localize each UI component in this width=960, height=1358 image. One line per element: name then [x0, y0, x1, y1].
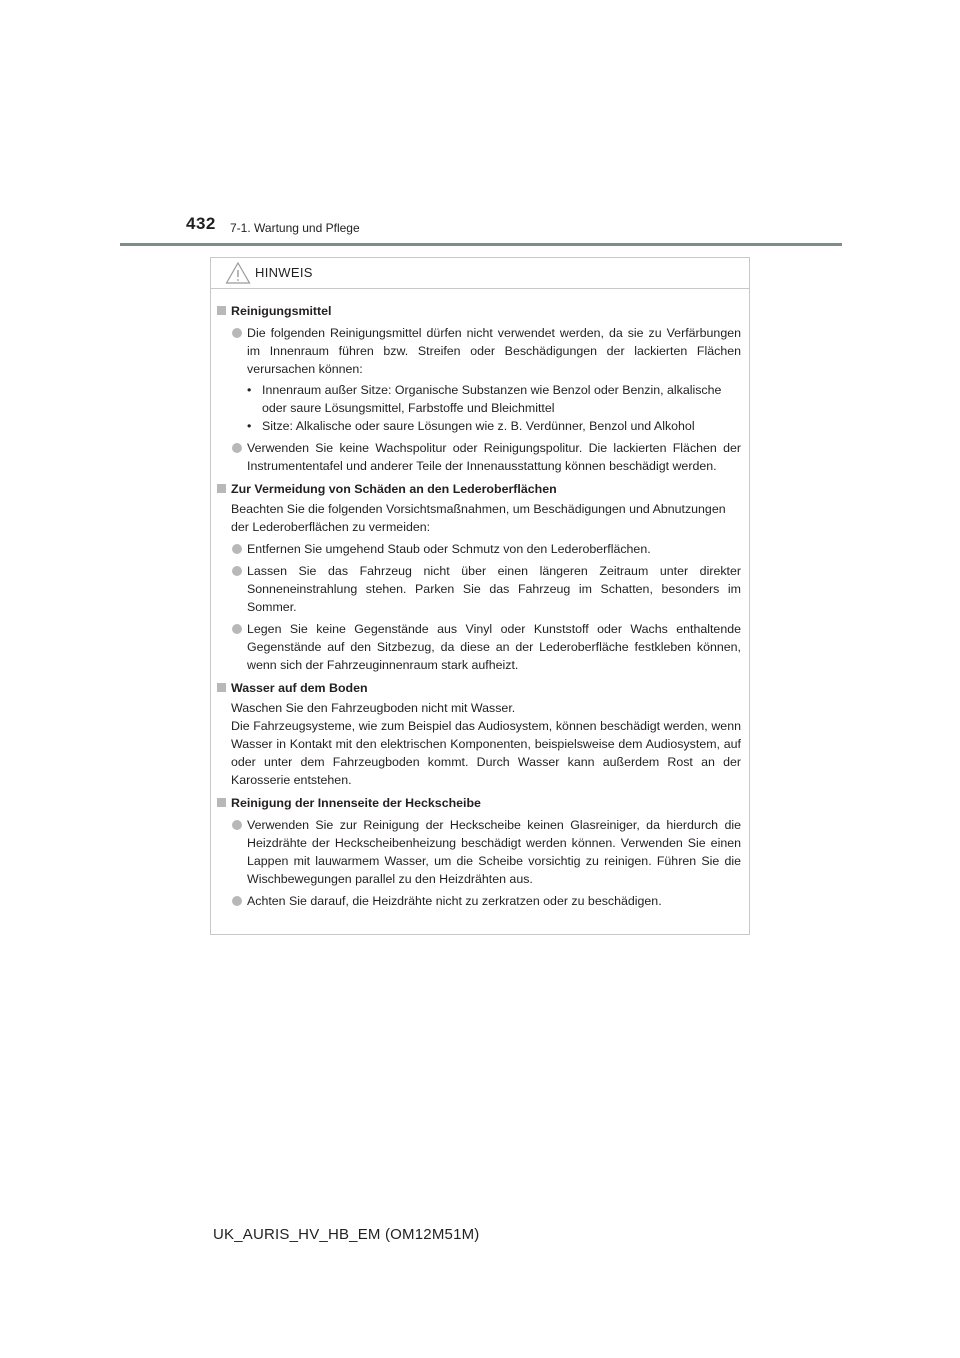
- sub-item: [216, 417, 741, 435]
- bullet-item: [216, 439, 741, 475]
- notice-body: [211, 289, 749, 910]
- bullet-text: Verwenden Sie keine Wachspolitur oder Reinigungspolitur. Die lackierten Flächen der Instrumententafel und anderer Teile der Innenausstattung können beschädigt werden.: [247, 441, 741, 473]
- bullet-item: [216, 324, 741, 378]
- footer-code: UK_AURIS_HV_HB_EM (OM12M51M): [213, 1226, 480, 1243]
- circle-bullet-icon: [232, 566, 242, 576]
- sub-text: Innenraum außer Sitze: Organische Substanzen wie Benzol oder Benzin, alkalische oder saure Lösungsmittel, Farbstoffe und Bleichmittel: [262, 383, 722, 415]
- page-number: 432: [186, 214, 216, 233]
- section-heading: [216, 480, 741, 498]
- warning-triangle-icon: [225, 261, 251, 285]
- bullet-item: [216, 540, 741, 558]
- circle-bullet-icon: [232, 544, 242, 554]
- bullet-text: Verwenden Sie zur Reinigung der Heckscheibe keinen Glasreiniger, da hierdurch die Heizdrähte der Heckscheibenheizung beschädigt werden können. Verwenden Sie einen Lappen mit lauwarmem Wasser, um die Scheibe vorsichtig zu reinigen. Führen Sie die Wischbewegungen parallel zu den Heizdrähten aus.: [247, 818, 741, 886]
- section-heading: [216, 302, 741, 320]
- heading-text: Zur Vermeidung von Schäden an den Lederoberflächen: [231, 482, 557, 496]
- heading-text: Reinigung der Innenseite der Heckscheibe: [231, 796, 481, 810]
- bullet-item: [216, 816, 741, 888]
- section-heading: [216, 794, 741, 812]
- sub-item: [216, 381, 741, 417]
- bullet-text: Entfernen Sie umgehend Staub oder Schmutz von den Lederoberflächen.: [247, 542, 651, 556]
- heading-text: Wasser auf dem Boden: [231, 681, 368, 695]
- section-title: 7-1. Wartung und Pflege: [230, 221, 360, 235]
- header-divider: [120, 243, 842, 246]
- bullet-text: Legen Sie keine Gegenstände aus Vinyl oder Kunststoff oder Wachs enthaltende Gegenstände auf den Sitzbezug, da diese an der Lederoberfläche festkleben können, wenn sich der Fahrzeuginnenraum stark aufheizt.: [247, 622, 741, 672]
- square-bullet-icon: [217, 484, 226, 493]
- circle-bullet-icon: [232, 328, 242, 338]
- bullet-text: Achten Sie darauf, die Heizdrähte nicht zu zerkratzen oder zu beschädigen.: [247, 894, 662, 908]
- paragraph: Die Fahrzeugsysteme, wie zum Beispiel das Audiosystem, können beschädigt werden, wenn Wasser in Kontakt mit den elektrischen Komponenten, beispielsweise dem Audiosystem, auf oder unter dem Fahrzeugboden kommt. Durch Wasser kann außerdem Rost an der Karosserie entstehen.: [231, 719, 741, 787]
- paragraph: Beachten Sie die folgenden Vorsichtsmaßnahmen, um Beschädigungen und Abnutzungen der Lederoberflächen zu vermeiden:: [231, 502, 726, 534]
- bullet-text: Die folgenden Reinigungsmittel dürfen nicht verwendet werden, da sie zu Verfärbungen im Innenraum führen bzw. Streifen oder Beschädigungen der lackierten Flächen verursachen können:: [247, 326, 741, 376]
- bullet-item: [216, 562, 741, 616]
- circle-bullet-icon: [232, 443, 242, 453]
- notice-box: [210, 257, 750, 935]
- heading-text: Reinigungsmittel: [231, 304, 332, 318]
- notice-header: [211, 258, 749, 289]
- circle-bullet-icon: [232, 896, 242, 906]
- paragraph: Waschen Sie den Fahrzeugboden nicht mit Wasser.: [231, 701, 516, 715]
- section-heading: [216, 679, 741, 697]
- circle-bullet-icon: [232, 624, 242, 634]
- sub-text: Sitze: Alkalische oder saure Lösungen wie z. B. Verdünner, Benzol und Alkohol: [262, 419, 695, 433]
- square-bullet-icon: [217, 306, 226, 315]
- sub-bullet-icon: •: [247, 383, 252, 397]
- circle-bullet-icon: [232, 820, 242, 830]
- square-bullet-icon: [217, 683, 226, 692]
- bullet-item: [216, 620, 741, 674]
- sub-bullet-icon: •: [247, 419, 252, 433]
- notice-title: HINWEIS: [255, 265, 313, 280]
- bullet-text: Lassen Sie das Fahrzeug nicht über einen längeren Zeitraum unter direkter Sonneneinstrahlung stehen. Parken Sie das Fahrzeug im Schatten, besonders im Sommer.: [247, 564, 741, 614]
- bullet-item: [216, 892, 741, 910]
- square-bullet-icon: [217, 798, 226, 807]
